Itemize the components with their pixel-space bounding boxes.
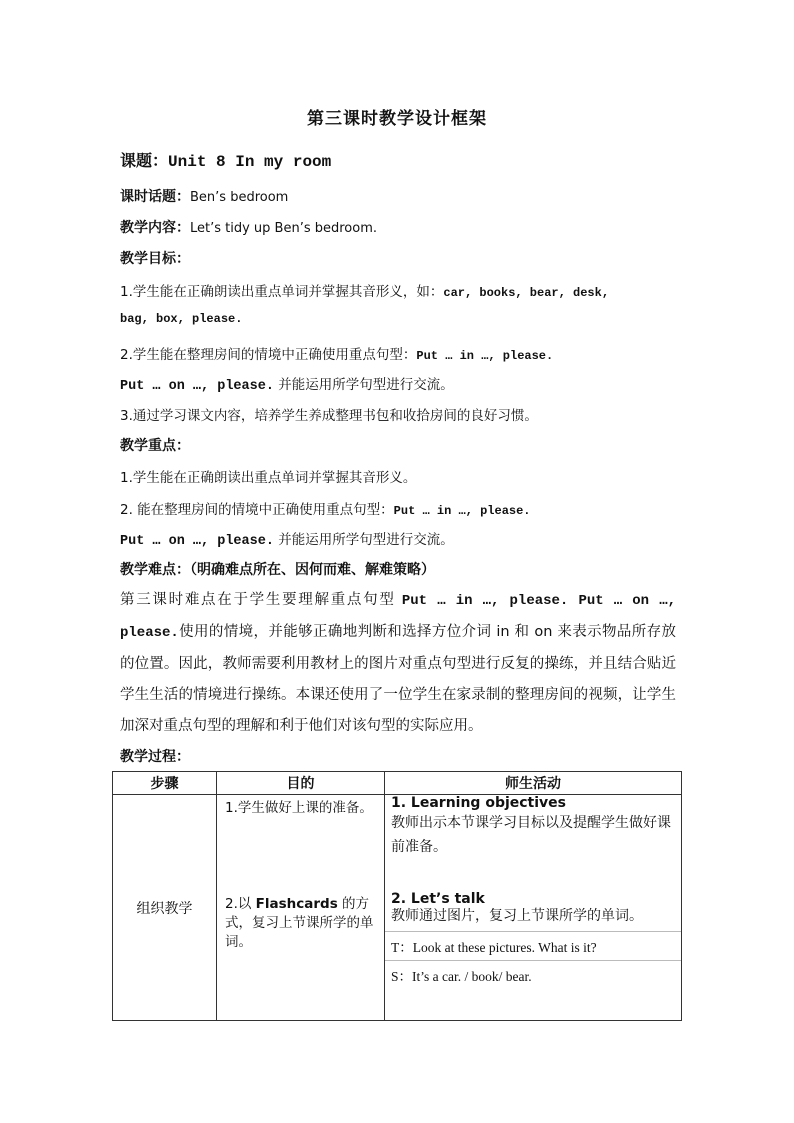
dialog-line-2: S：It’s a car. / book/ bear. [385,960,681,989]
lesson-topic-value: Ben’s bedroom [190,190,289,205]
topic-value: Unit 8 In my room [168,153,332,171]
difficulty-text-1: 第三课时难点在于学生要理解重点句型 [120,592,402,608]
activity-1-heading: 1. Learning objectives [391,795,567,811]
difficulty-please: please. [120,625,179,641]
key-point-2-tail: 并能运用所学句型进行交流。 [273,532,454,548]
step-cell: 组织教学 [113,795,217,1021]
key-point-2-pattern: Put … in …, please. [393,504,531,518]
content-line [120,217,377,237]
header-activity: 师生活动 [385,772,682,795]
objectives-heading: 教学目标： [120,251,190,267]
activity-1-text: 教师出示本节课学习目标以及提醒学生做好课前准备。 [391,815,671,855]
objective-2-cont [120,373,454,394]
topic-label: 课题： [120,151,169,170]
objective-1-words: car, books, bear, desk, [443,286,610,300]
key-point-2-pattern-2: Put … on …, please. [120,534,274,549]
goal-1: 1.学生做好上课的准备。 [225,800,373,816]
objective-2-pattern: Put … in …, please. [416,349,554,363]
difficulty-heading: 教学难点：（明确难点所在、因何而难、解难策略） [120,562,435,578]
goal-2 [217,891,384,952]
table-header-row [113,772,682,795]
goal-2-prefix: 2.以 [225,896,256,912]
objective-2-tail: 并能运用所学句型进行交流。 [273,377,454,393]
activity-2-text: 教师通过图片，复习上节课所学的单词。 [391,908,643,924]
topic-line [120,148,331,171]
objective-2-text: 2.学生能在整理房间的情境中正确使用重点句型： [120,347,417,363]
activity-cell [385,795,682,1021]
content-label: 教学内容： [120,220,190,236]
goal-2-suffix: 的方式，复习上节课所学的单词。 [225,896,374,950]
objective-2-pattern-2: Put … on …, please. [120,379,274,394]
header-goal: 目的 [217,772,385,795]
objective-2 [120,343,553,363]
lesson-topic-line [120,186,288,206]
objective-1 [120,280,609,300]
difficulty-paragraph [120,585,676,742]
activity-2-heading: 2. Let’s talk [391,891,485,907]
difficulty-pattern: Put … in …, please. Put … on …, [401,593,676,609]
key-points-heading: 教学重点： [120,438,190,454]
key-point-2-cont [120,528,454,549]
lesson-topic-label: 课时话题： [120,189,190,205]
goal-cell [217,795,385,1021]
key-point-1: 1.学生能在正确朗读出重点单词并掌握其音形义。 [120,470,417,486]
header-step: 步骤 [113,772,217,795]
key-point-2 [120,498,531,518]
key-point-2-text: 2. 能在整理房间的情境中正确使用重点句型： [120,502,394,518]
process-heading: 教学过程： [120,749,190,765]
difficulty-text-2: 使用的情境，并能够正确地判断和选择方位介词 in 和 on 来表示物品所存放的位置。因此，教师需要利用教材上的图片对重点句型进行反复的操练，并且结合贴近学生生活的情境进行操练。本课还使用了一位学生在家录制的整理房间的视频，让学生加深对重点句型的理解和利于他们对该句型的实际应用。 [120,624,676,734]
objective-1-text: 1.学生能在正确朗读出重点单词并掌握其音形义，如： [120,284,444,300]
objective-1-words-cont: bag, box, please. [120,312,243,326]
dialog-line-1: T：Look at these pictures. What is it? [385,931,681,960]
objective-3: 3.通过学习课文内容，培养学生养成整理书包和收拾房间的良好习惯。 [120,408,538,424]
goal-2-flashcards: Flashcards [255,896,338,912]
process-table [112,771,682,1021]
content-value: Let’s tidy up Ben’s bedroom. [190,221,378,236]
document-title: 第三课时教学设计框架 [307,109,487,129]
table-row [113,795,682,1021]
